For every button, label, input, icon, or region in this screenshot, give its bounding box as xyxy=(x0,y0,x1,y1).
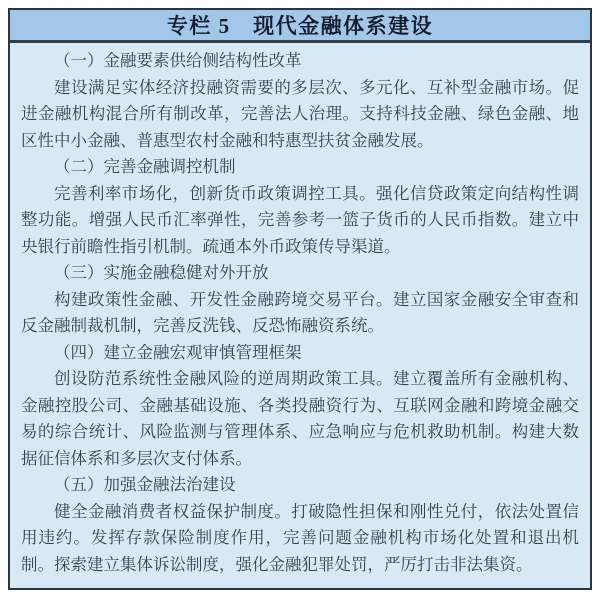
section-5-body: 健全金融消费者权益保护制度。打破隐性担保和刚性兑付，依法处置信用违约。发挥存款保险制度作用，完善问题金融机构市场化处置和退出机制。探索建立集体诉讼制度，强化金融犯罪处罚，严厉打击非法集资。 xyxy=(21,501,579,574)
section-2-heading: （二）完善金融调控机制 xyxy=(54,157,236,176)
section-1-heading: （一）金融要素供给侧结构性改革 xyxy=(54,51,302,70)
box-title: 专栏 5 现代金融体系建设 xyxy=(166,14,434,38)
section-3-heading: （三）实施金融稳健对外开放 xyxy=(54,263,269,282)
column-box xyxy=(8,8,592,590)
box-header xyxy=(10,10,590,43)
section-3-body: 构建政策性金融、开发性金融跨境交易平台。建立国家金融安全审查和反金融制裁机制，完善反洗钱、反恐怖融资系统。 xyxy=(21,289,579,335)
section-1-body: 建设满足实体经济投融资需要的多层次、多元化、互补型金融市场。促进金融机构混合所有制改革，完善法人治理。支持科技金融、绿色金融、地区性中小金融、普惠型农村金融和特惠型扶贫金融发展。 xyxy=(21,77,579,150)
section-4-body: 创设防范系统性金融风险的逆周期政策工具。建立覆盖所有金融机构、金融控股公司、金融基础设施、各类投融资行为、互联网金融和跨境金融交易的综合统计、风险监测与管理体系、应急响应与危机救助机制。构建大数据征信体系和多层次支付体系。 xyxy=(21,369,579,468)
box-body xyxy=(10,43,590,588)
section-4-heading: （四）建立金融宏观审慎管理框架 xyxy=(54,342,302,362)
section-5-heading: （五）加强金融法治建设 xyxy=(54,475,236,494)
section-2-body: 完善利率市场化，创新货币政策调控工具。强化信贷政策定向结构性调整功能。增强人民币汇率弹性，完善参考一篮子货币的人民币指数。建立中央银行前瞻性指引机制。疏通本外币政策传导渠道。 xyxy=(21,183,579,256)
